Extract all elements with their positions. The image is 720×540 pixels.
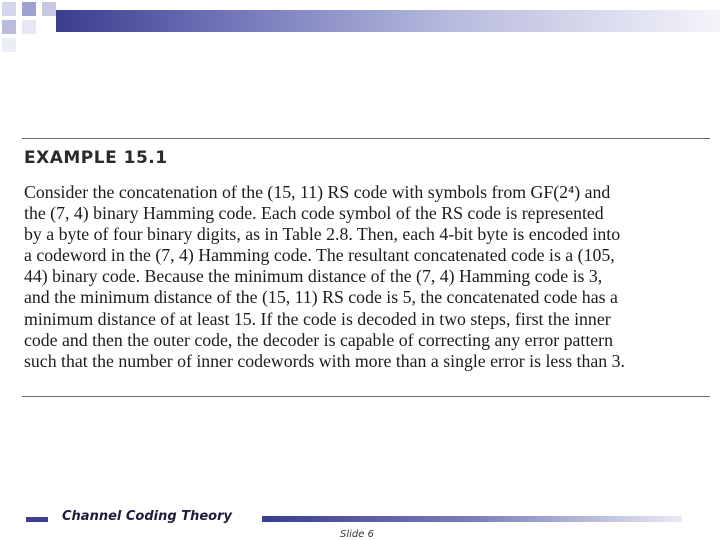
footer-decorative-bar bbox=[262, 516, 682, 522]
example-heading: EXAMPLE 15.1 bbox=[24, 148, 168, 168]
body-line: and the minimum distance of the (15, 11) RS code is 5, the concatenated code has a bbox=[24, 287, 618, 308]
decorative-square bbox=[22, 2, 36, 16]
footer-accent-block bbox=[26, 517, 48, 522]
body-line: Consider the concatenation of the (15, 11) RS code with symbols from GF(2⁴) and bbox=[24, 182, 611, 202]
body-line: by a byte of four binary digits, as in Table 2.8. Then, each 4-bit byte is encoded into bbox=[24, 224, 621, 245]
footer-title: Channel Coding Theory bbox=[62, 509, 232, 524]
body-line: the (7, 4) binary Hamming code. Each code symbol of the RS code is represented bbox=[24, 203, 604, 224]
body-line: such that the number of inner codewords with more than a single error is less than 3. bbox=[24, 350, 625, 371]
example-body bbox=[24, 182, 712, 372]
body-line: code and then the outer code, the decoder is capable of correcting any error pattern bbox=[24, 329, 613, 350]
top-rule bbox=[22, 138, 710, 139]
decorative-square bbox=[2, 20, 16, 34]
body-line: 44) binary code. Because the minimum distance of the (7, 4) Hamming code is 3, bbox=[24, 266, 603, 287]
body-line: a codeword in the (7, 4) Hamming code. The resultant concatenated code is a (105, bbox=[24, 245, 615, 266]
top-decorative-bar bbox=[56, 10, 720, 32]
decorative-square bbox=[2, 38, 16, 52]
decorative-square bbox=[22, 20, 36, 34]
decorative-square bbox=[2, 2, 16, 16]
slide-number: Slide 6 bbox=[340, 529, 374, 540]
decorative-square bbox=[42, 2, 56, 16]
bottom-rule bbox=[22, 396, 710, 397]
body-line: minimum distance of at least 15. If the code is decoded in two steps, first the inner bbox=[24, 308, 611, 329]
